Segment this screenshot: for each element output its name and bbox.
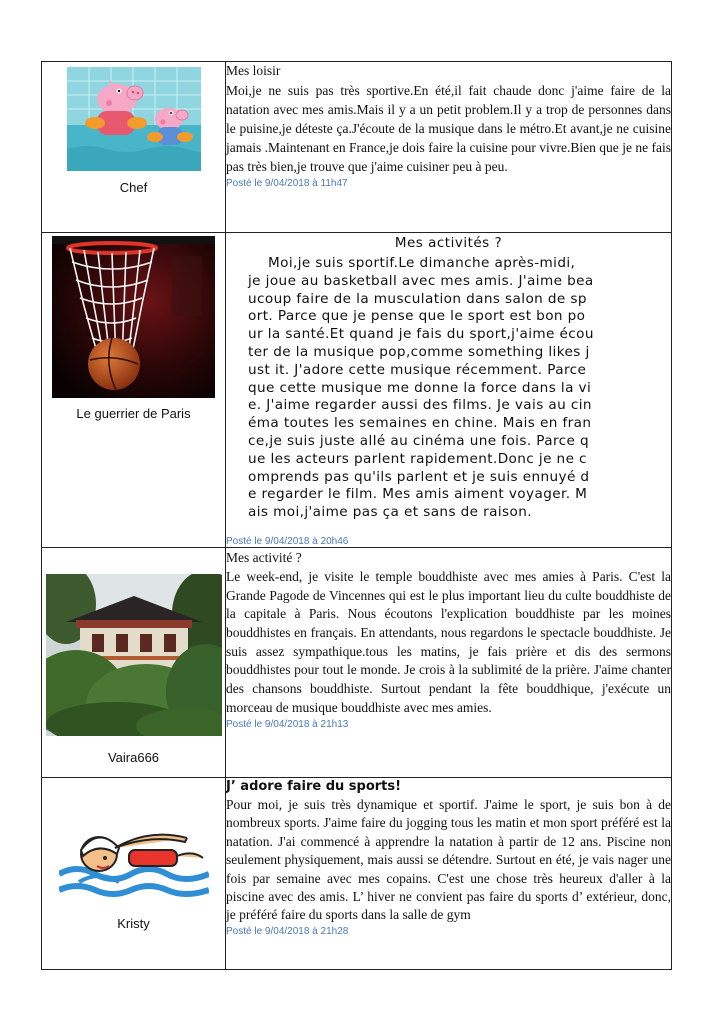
- author-name: Kristy: [117, 915, 150, 931]
- post-body: Moi,je ne suis pas très sportive.En été,il fait chaude donc j'aime faire de la natation avec mes amis.Mais il y a un petit problem.Il y a trop de personnes dans le puisine,je déteste ça.J'écoute de la musique dans le métro.Et avant,je ne cuisine jamais .Maintenant en France,je dois faire la cuisine pour vivre.Bien que je ne fais pas très bien,je trouve que j'aime cuisiner peu à peu.: [226, 83, 671, 174]
- post-title: J’ adore faire du sports!: [226, 778, 402, 794]
- grande-pagode-image: [46, 574, 222, 736]
- author-name: Le guerrier de Paris: [76, 406, 191, 421]
- post-row: [42, 547, 672, 777]
- body-line: ur la santé.Et quand je fais du sport,j'aime écou: [248, 326, 594, 343]
- body-line: e regarder le film. Mes amis aiment voyager. M: [248, 486, 588, 503]
- body-line: e. J'aime regarder aussi des films. Je vais au cin: [248, 397, 592, 414]
- post-content: [226, 547, 672, 777]
- body-line: je joue au basketball avec mes amis. J'aime bea: [248, 272, 594, 289]
- peppa-pig-swimming-image: [67, 67, 201, 171]
- post-content: [226, 62, 672, 233]
- body-line: ust it. J'adore cette musique récemment. Parce: [248, 361, 587, 378]
- post-body: Le week-end, je visite le temple bouddhiste avec mes amies à Paris. C'est la Grande Pagode de Vincennes qui est le plus important lieu du culte bouddhiste de la capitale à Paris. Nous écoutons l'explication bouddhiste par les moines bouddhistes en français. En attendants, nous regardons le spectacle bouddhiste. Je suis assez sympathique.tous les matins, je fais prière et dis des sermons bouddhistes pour tout le monde. Je crois à la sublimité de la prière. J'aime chanter des chansons bouddhiste. Surtout pendant la fête bouddhique, j'exécute un morceau de musique bouddhiste avec mes amies.: [226, 568, 671, 715]
- body-line: ter de la musique pop,comme something likes j: [248, 343, 590, 360]
- post-row: [42, 62, 672, 233]
- posts-table: [41, 61, 672, 970]
- post-content: [226, 777, 672, 969]
- body-line: ort. Parce que je pense que le sport est bon po: [248, 308, 586, 325]
- body-line: Moi,je suis sportif.Le dimanche après-midi,: [268, 255, 576, 271]
- post-body: Pour moi, je suis très dynamique et sportif. J'aime le sport, je suis bon à de nombreux sports. J'aime faire du jogging tous les matin et mon sport préféré est la natation. J'ai commencé à apprendre la natation à partir de 12 ans. Piscine non seulement physiquement, mais aussi se détendre. Surtout en été, je vais nager une fois par semaine avec mes copains. C'est une chose très heureux d'aller à la piscine avec des amis. L’ hiver ne convient pas faire du sports d’ extérieur, donc, je préféré faire du sports dans la salle de gym: [226, 796, 671, 923]
- author-cell: [42, 777, 226, 969]
- body-line: ce,je suis juste allé au cinéma une fois. Parce q: [248, 432, 590, 449]
- body-line: ais moi,j'aime pas ça et sans de raison.: [248, 504, 532, 521]
- body-line: ucoup faire de la musculation dans salon de sp: [248, 290, 587, 307]
- body-line: ue les acteurs parlent rapidement.Donc je ne c: [248, 450, 587, 467]
- author-name: Vaira666: [107, 749, 160, 765]
- post-timestamp: Posté le 9/04/2018 à 21h13: [226, 718, 349, 730]
- cartoon-swimmer-image: [59, 804, 209, 914]
- basketball-hoop-image: [52, 236, 215, 398]
- post-title: Mes activités ?: [394, 235, 503, 251]
- post-content: [226, 233, 672, 548]
- body-line: éma toutes les semaines en chine. Mais en fran: [248, 415, 592, 432]
- body-line: omprends pas qu'ils parlent et je suis ennuyé d: [248, 468, 590, 485]
- post-timestamp: Posté le 9/04/2018 à 11h47: [226, 178, 348, 189]
- post-body: [226, 255, 671, 522]
- post-timestamp: Posté le 9/04/2018 à 21h28: [226, 925, 349, 937]
- author-name: Chef: [119, 180, 148, 195]
- post-title: Mes loisir: [226, 63, 281, 78]
- post-timestamp: Posté le 9/04/2018 à 20h46: [226, 535, 349, 547]
- post-title: Mes activité ?: [226, 549, 302, 565]
- post-row: [42, 233, 672, 548]
- post-row: [42, 777, 672, 969]
- body-line: que cette musique me donne la force dans la vi: [248, 379, 592, 396]
- author-cell: [42, 547, 226, 777]
- author-cell: [42, 233, 226, 548]
- author-cell: [42, 62, 226, 233]
